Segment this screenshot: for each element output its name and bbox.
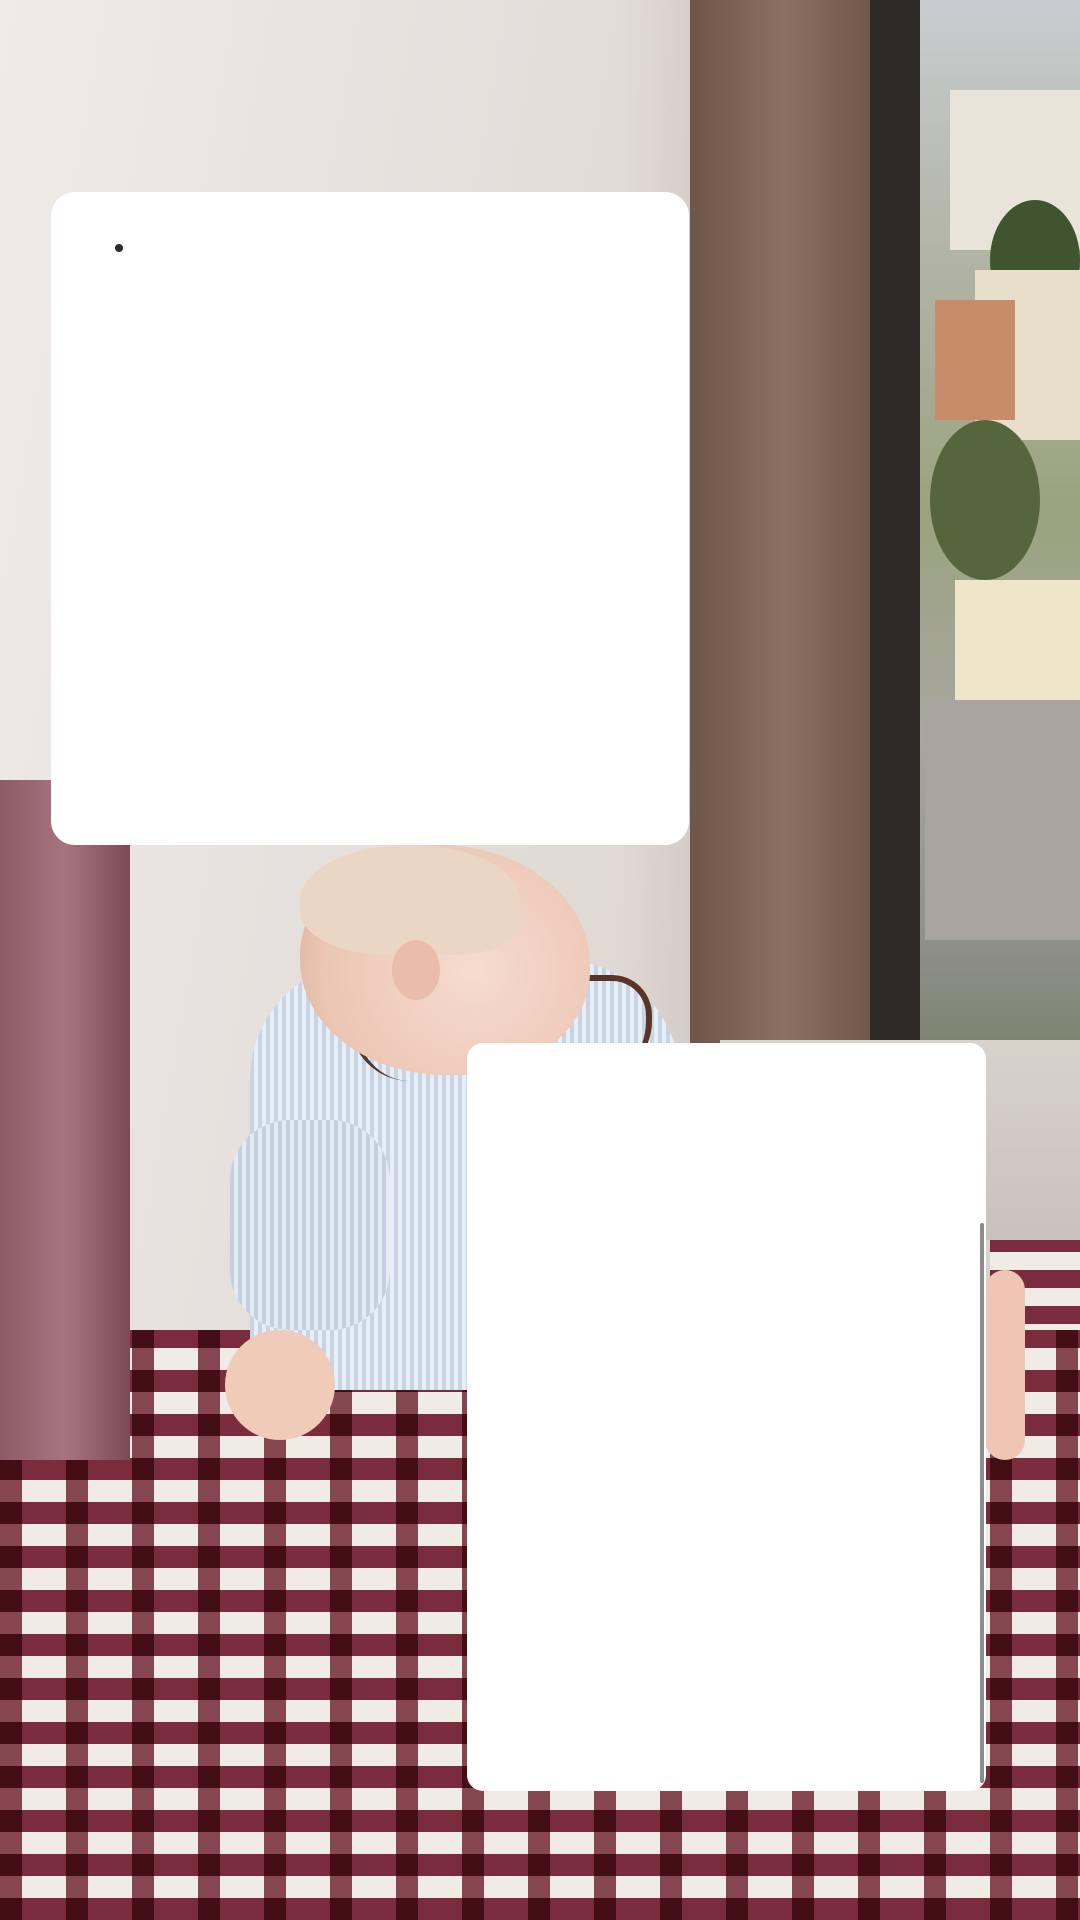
curtain bbox=[0, 780, 130, 1460]
tree bbox=[930, 420, 1040, 580]
story-text-card-bottom[interactable] bbox=[467, 1043, 986, 1791]
street-wall bbox=[925, 700, 1080, 940]
baby-hand bbox=[225, 1330, 335, 1440]
baby-arm bbox=[230, 1120, 390, 1330]
bullet-dot-icon bbox=[115, 244, 123, 252]
baby-foot bbox=[985, 1270, 1025, 1460]
building bbox=[935, 300, 1015, 420]
baby-ear bbox=[392, 940, 440, 1000]
window-jamb bbox=[870, 0, 920, 1160]
story-text-card-top bbox=[51, 192, 689, 845]
building bbox=[955, 580, 1080, 710]
scrollbar[interactable] bbox=[980, 1223, 984, 1783]
baby-hair bbox=[300, 845, 520, 955]
bullet-item bbox=[115, 244, 143, 252]
